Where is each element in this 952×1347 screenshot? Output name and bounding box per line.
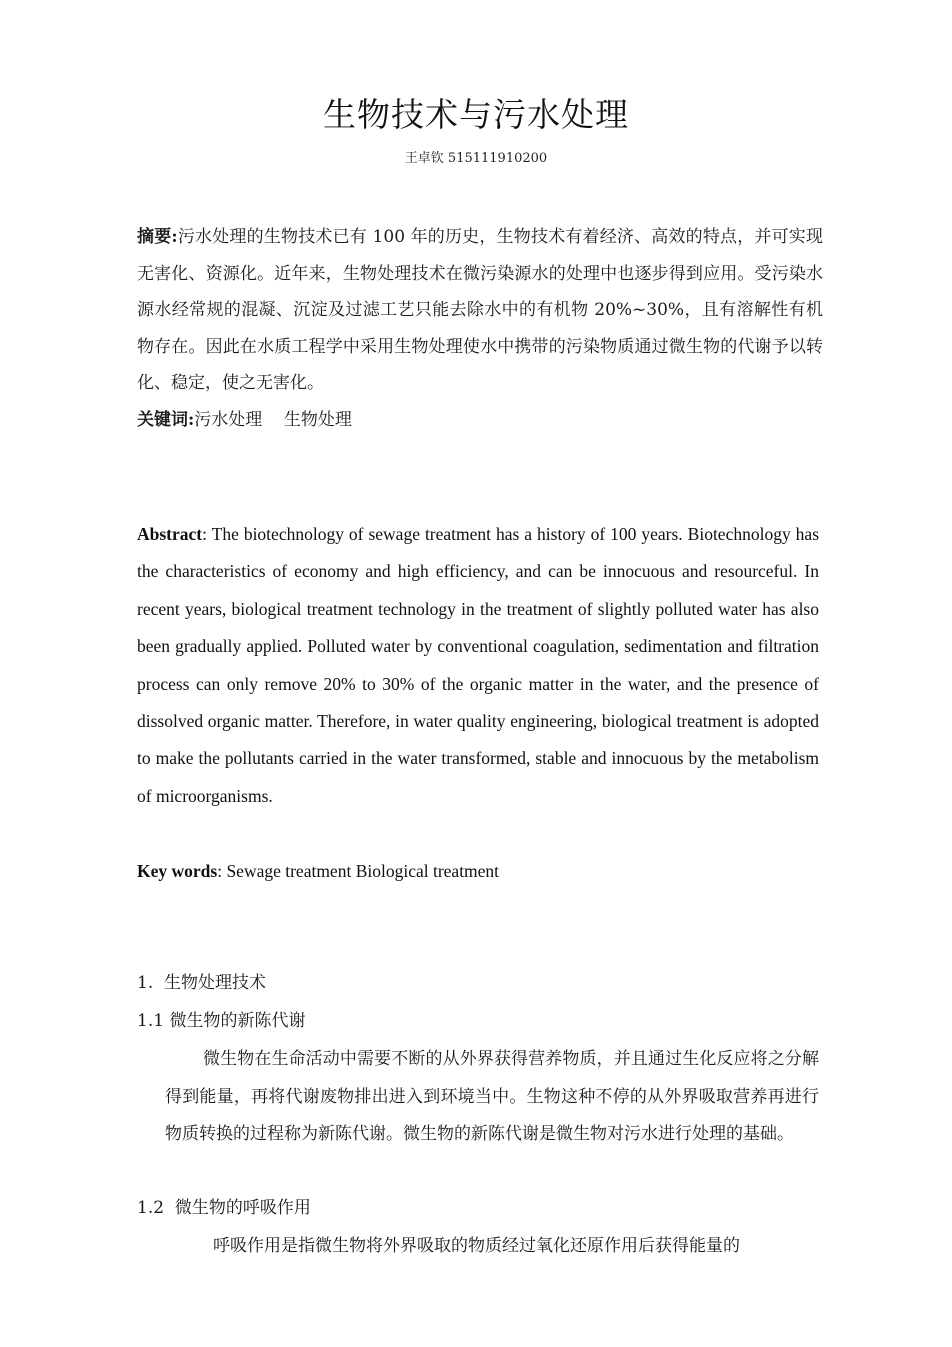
english-keywords-text: : Sewage treatment Biological treatment	[217, 861, 500, 881]
english-keywords	[137, 856, 499, 886]
chinese-abstract-text: 污水处理的生物技术已有 100 年的历史，生物技术有着经济、高效的特点，并可实现无害化、资源化。近年来，生物处理技术在微污染源水的处理中也逐步得到应用。受污染水源水经常规的混凝、沉淀及过滤工艺只能去除水中的有机物 20%~30%，且有溶解性有机物存在。因此在水质工程学中采用生物处理使水中携带的污染物质通过微生物的代谢予以转化、稳定，使之无害化。	[137, 227, 823, 393]
chinese-abstract-label: 摘要:	[137, 227, 178, 247]
section-heading-1-1: 1.1 微生物的新陈代谢	[137, 1011, 306, 1031]
english-abstract	[137, 516, 819, 815]
author-line: 王卓钦 515111910200	[404, 151, 548, 166]
chinese-keywords-text: 污水处理 生物处理	[194, 410, 352, 430]
chinese-keywords-label: 关键词:	[137, 410, 195, 430]
english-abstract-label: Abstract	[137, 524, 203, 544]
chinese-abstract	[137, 219, 823, 402]
section-heading-1: 1. 生物处理技术	[137, 973, 267, 993]
english-abstract-text: : The biotechnology of sewage treatment has a history of 100 years. Biotechnology has the characteristics of economy and high efficiency, and can be innocuous and resourceful. In recent years, biological treatment technology in the treatment of slightly polluted water has also been gradually applied. Polluted water by conventional coagulation, sedimentation and filtration process can only remove 20% to 30% of the organic matter in the water, and the presence of dissolved organic matter. Therefore, in water quality engineering, biological treatment is adopted to make the pollutants carried in the water transformed, stable and innocuous by the metabolism of microorganisms.	[137, 524, 819, 806]
english-keywords-label: Key words	[137, 861, 218, 881]
section-1-1-paragraph: 微生物在生命活动中需要不断的从外界获得营养物质，并且通过生化反应将之分解得到能量，再将代谢废物排出进入到环境当中。生物这种不停的从外界吸取营养再进行物质转换的过程称为新陈代谢。微生物的新陈代谢是微生物对污水进行处理的基础。	[165, 1049, 819, 1144]
chinese-keywords	[137, 405, 352, 435]
section-heading-1-2: 1.2 微生物的呼吸作用	[137, 1198, 311, 1218]
paper-title: 生物技术与污水处理	[323, 95, 629, 134]
section-1-2-paragraph: 呼吸作用是指微生物将外界吸取的物质经过氧化还原作用后获得能量的	[213, 1236, 740, 1256]
